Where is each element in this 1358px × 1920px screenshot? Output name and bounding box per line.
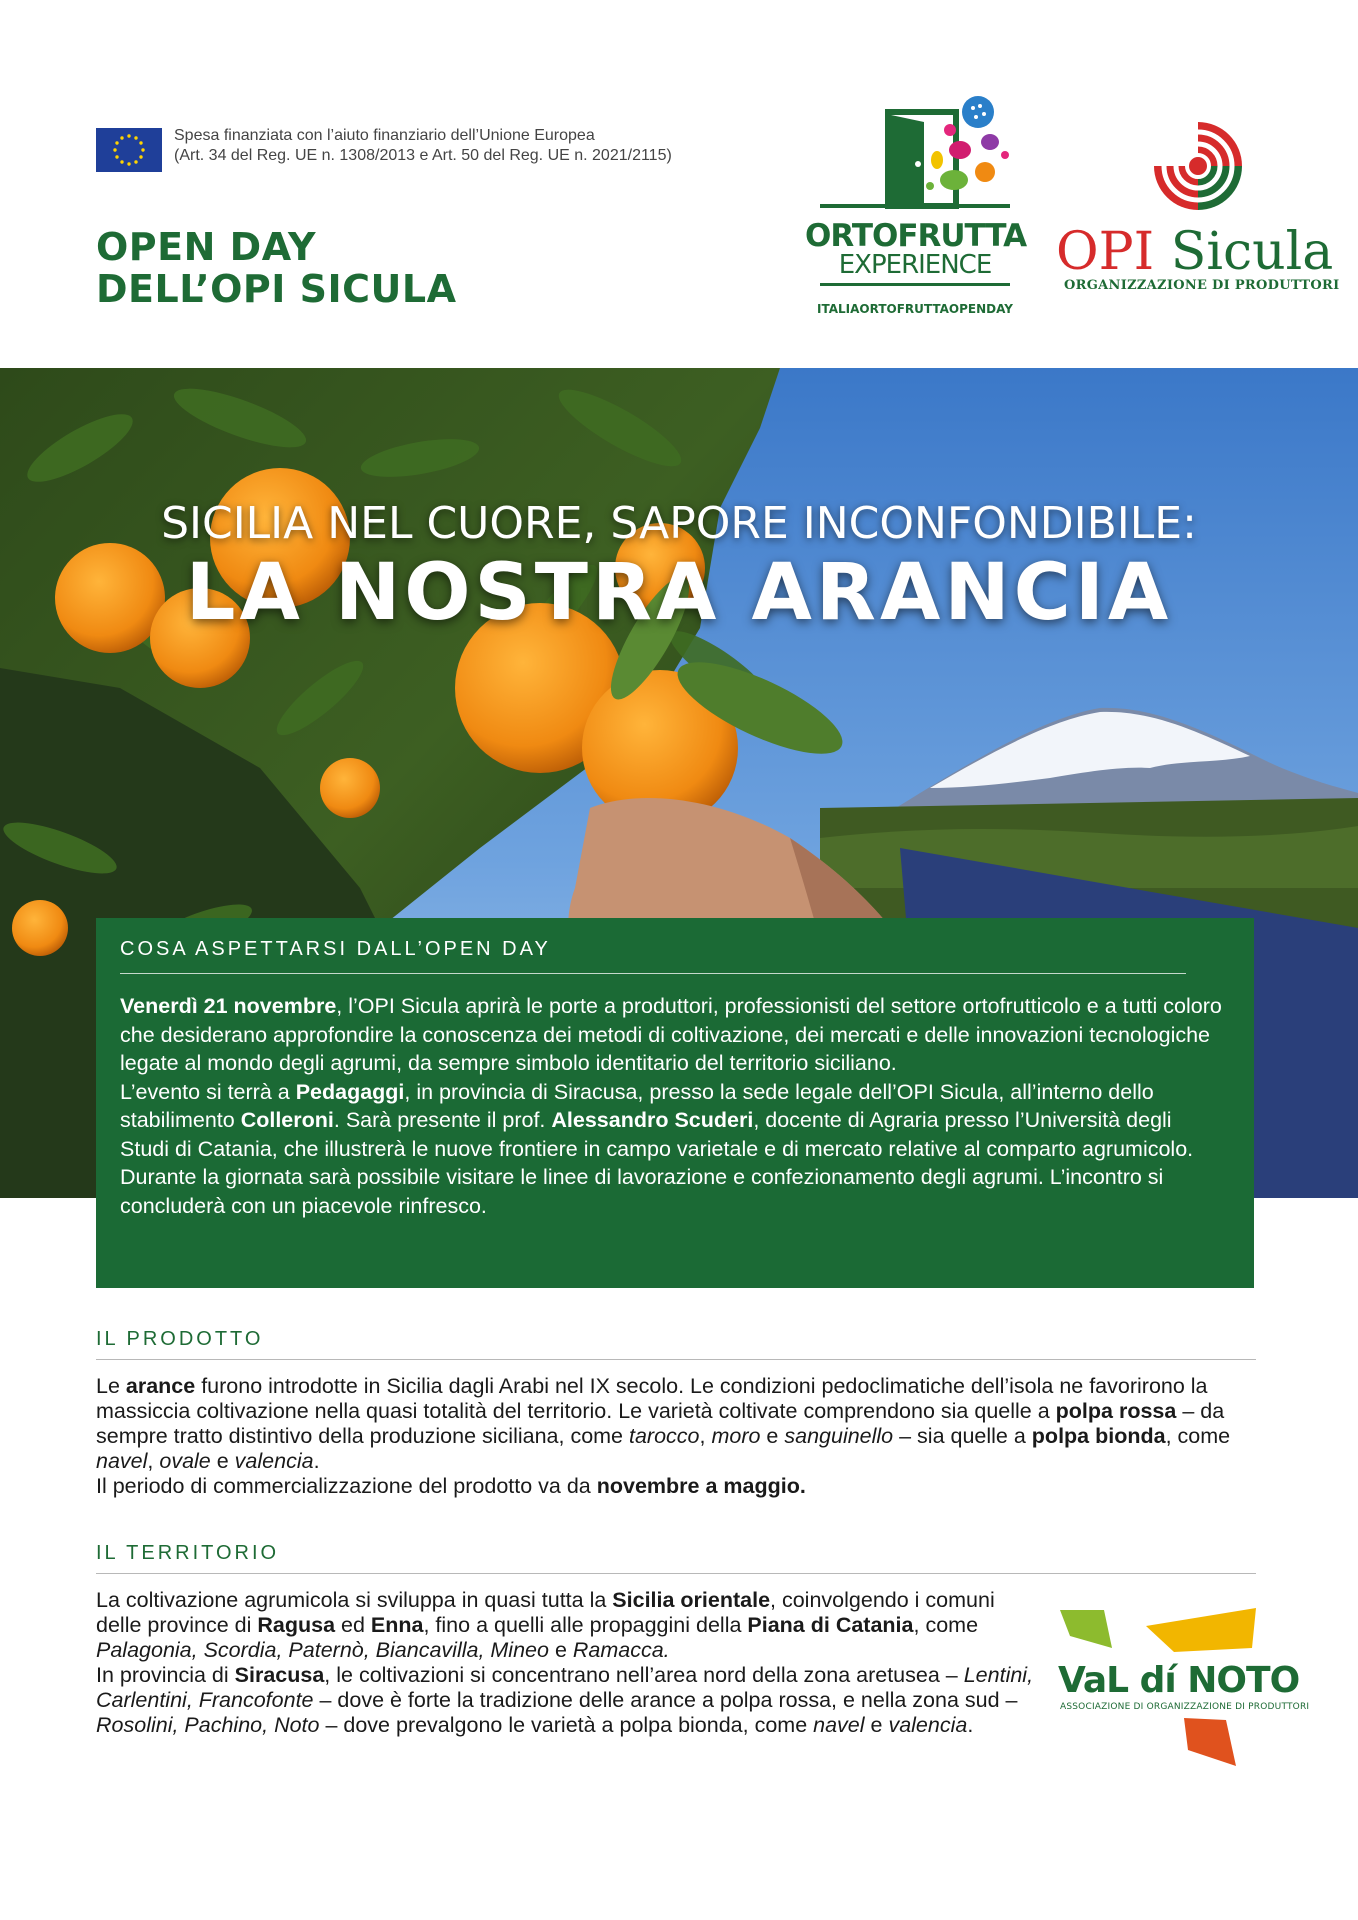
section-prodotto bbox=[96, 1328, 1256, 1499]
prodotto-italic: moro bbox=[711, 1424, 761, 1448]
event-date: Venerdì 21 novembre bbox=[120, 994, 337, 1018]
prodotto-text: e bbox=[760, 1424, 785, 1448]
territorio-paragraph-2 bbox=[96, 1663, 1046, 1738]
prodotto-text: Le bbox=[96, 1374, 126, 1398]
territorio-italic: Ramacca. bbox=[572, 1638, 670, 1662]
ortofrutta-experience-logo bbox=[800, 90, 1030, 320]
event-plant: Colleroni bbox=[240, 1108, 334, 1132]
territorio-italic: Rosolini, Pachino, Noto bbox=[96, 1713, 320, 1737]
prodotto-text: furono introdotte in Sicilia dagli Arabi nel IX secolo. Le condizioni pedoclimatiche dell’isola ne favorirono la massiccia coltivazione nella quasi totalità del territorio. Le varietà coltivate comprendono sia quelle a bbox=[96, 1374, 1208, 1423]
prodotto-text: . bbox=[313, 1449, 320, 1473]
territorio-text: ed bbox=[335, 1613, 371, 1637]
territorio-text: – dove prevalgono le varietà a polpa bionda, come bbox=[319, 1713, 814, 1737]
open-door-icon bbox=[800, 90, 1030, 220]
territorio-text: , come bbox=[913, 1613, 979, 1637]
opi-sicula-logo bbox=[1050, 110, 1340, 300]
prodotto-paragraph-2 bbox=[96, 1474, 1256, 1499]
opi-logo-name-a: OPI bbox=[1056, 222, 1155, 282]
open-day-info-box bbox=[96, 918, 1254, 1288]
prodotto-text: – sia quelle a bbox=[893, 1424, 1032, 1448]
prodotto-italic: sanguinello bbox=[784, 1424, 894, 1448]
open-day-p2-c: . Sarà presente il prof. bbox=[333, 1108, 552, 1132]
open-day-p2-a: L’evento si terrà a bbox=[120, 1079, 296, 1104]
territorio-text: In provincia di bbox=[96, 1663, 235, 1687]
event-place: Pedagaggi bbox=[295, 1079, 405, 1104]
territorio-bold: Ragusa bbox=[257, 1613, 336, 1637]
prodotto-italic: valencia bbox=[234, 1449, 314, 1473]
prodotto-text: Il periodo di commercializzazione del prodotto va da bbox=[96, 1474, 597, 1498]
ortofrutta-logo-line3-a: ITALIAORTOFRUTTA bbox=[817, 302, 949, 316]
territorio-bold: Siracusa bbox=[234, 1663, 325, 1687]
prodotto-italic: ovale bbox=[159, 1449, 211, 1473]
territorio-text: – dove è forte la tradizione delle arance a polpa rossa, e nella zona sud – bbox=[313, 1688, 1018, 1712]
prodotto-text: , bbox=[699, 1424, 712, 1448]
territorio-bold: Enna bbox=[370, 1613, 424, 1637]
territorio-text: e bbox=[864, 1713, 889, 1737]
territorio-bold: Sicilia orientale bbox=[612, 1588, 771, 1612]
territorio-text: , fino a quelli alle propaggini della bbox=[423, 1613, 748, 1637]
prodotto-italic: tarocco bbox=[629, 1424, 700, 1448]
open-day-p2-b: , in provincia di Siracusa, presso la sede legale dell’OPI Sicula, all’interno dello stabilimento bbox=[120, 1079, 1154, 1132]
territorio-italic: valencia bbox=[888, 1713, 968, 1737]
opi-logo-subtitle: ORGANIZZAZIONE DI PRODUTTORI bbox=[1064, 278, 1340, 293]
prodotto-paragraph-1 bbox=[96, 1374, 1256, 1474]
val-di-noto-name: VaL dí NOTO bbox=[1058, 1660, 1300, 1701]
event-speaker: Alessandro Scuderi bbox=[551, 1108, 754, 1132]
territorio-heading: IL TERRITORIO bbox=[96, 1542, 1256, 1574]
val-di-noto-logo bbox=[1056, 1608, 1310, 1768]
val-di-noto-subtitle: ASSOCIAZIONE DI ORGANIZZAZIONE DI PRODUTTORI bbox=[1060, 1702, 1310, 1712]
ortofrutta-logo-divider bbox=[820, 283, 1010, 286]
open-day-paragraph-2 bbox=[120, 1078, 1224, 1221]
territorio-italic: Palagonia, Scordia, Paternò, Biancavilla, Mineo bbox=[96, 1638, 549, 1662]
opi-logo-name-b: Sicula bbox=[1170, 222, 1334, 282]
page-title-line1: OPEN DAY bbox=[96, 225, 316, 269]
ortofrutta-logo-line1: ORTOFRUTTA bbox=[805, 218, 1027, 254]
page-title-line2: DELL’OPI SICULA bbox=[96, 267, 457, 311]
open-day-paragraph-1 bbox=[120, 992, 1224, 1078]
territorio-body bbox=[96, 1588, 1046, 1738]
ortofrutta-logo-line3 bbox=[805, 302, 1025, 316]
territorio-italic: Lentini, Carlentini, Francofonte bbox=[96, 1663, 1034, 1712]
ortofrutta-logo-line2: EXPERIENCE bbox=[838, 250, 992, 280]
eu-notice-line1: Spesa finanziata con l’aiuto finanziario dell’Unione Europea bbox=[174, 127, 595, 144]
prodotto-text: – da sempre tratto distintivo della produzione siciliana, come bbox=[96, 1399, 1225, 1448]
prodotto-text: , bbox=[147, 1449, 160, 1473]
territorio-text: e bbox=[548, 1638, 573, 1662]
eu-funding-notice bbox=[96, 126, 672, 172]
eu-flag-icon bbox=[96, 128, 162, 172]
page-title bbox=[96, 226, 457, 310]
territorio-text: . bbox=[967, 1713, 974, 1737]
opi-logo-name bbox=[1056, 224, 1333, 280]
territorio-text: La coltivazione agrumicola si sviluppa in quasi tutta la bbox=[96, 1588, 613, 1612]
open-day-p2-d: , docente di Agraria presso l’Università degli Studi di Catania, che illustrerà le nuove frontiere in campo varietale e di mercato relative al comparto agrumicolo. Durante la giornata sarà possibile visitare le linee di lavorazione e confezionamento degli agrumi. L’incontro si concluderà con un piacevole rinfresco. bbox=[120, 1108, 1194, 1218]
prodotto-bold: novembre a maggio. bbox=[596, 1474, 806, 1498]
territorio-bold: Piana di Catania bbox=[747, 1613, 914, 1637]
prodotto-bold: polpa rossa bbox=[1055, 1399, 1177, 1423]
prodotto-bold: arance bbox=[125, 1374, 196, 1398]
prodotto-text: e bbox=[210, 1449, 235, 1473]
territorio-paragraph-1 bbox=[96, 1588, 1046, 1663]
eu-notice-line2: (Art. 34 del Reg. UE n. 1308/2013 e Art. 50 del Reg. UE n. 2021/2115) bbox=[174, 147, 672, 164]
ortofrutta-logo-line3-b: OPENDAY bbox=[948, 302, 1013, 316]
prodotto-text: , come bbox=[1165, 1424, 1231, 1448]
prodotto-heading: IL PRODOTTO bbox=[96, 1328, 1256, 1360]
hero-headline: LA NOSTRA ARANCIA bbox=[185, 548, 1173, 638]
swirl-emblem-icon bbox=[1138, 110, 1258, 220]
open-day-p1-text: , l’OPI Sicula aprirà le porte a produttori, professionisti del settore ortofrutticolo e a tutti coloro che desiderano approfondire la conoscenza dei metodi di coltivazione, dei mercati e delle innovazioni tecnologiche legate al mondo degli agrumi, da sempre simbolo identitario del territorio siciliano. bbox=[120, 994, 1222, 1075]
prodotto-bold: polpa bionda bbox=[1031, 1424, 1166, 1448]
open-day-body bbox=[120, 992, 1224, 1220]
open-day-heading: COSA ASPETTARSI DALL’OPEN DAY bbox=[120, 938, 1186, 974]
prodotto-body bbox=[96, 1374, 1256, 1499]
prodotto-italic: navel bbox=[96, 1449, 148, 1473]
territorio-italic: navel bbox=[813, 1713, 865, 1737]
territorio-text: , le coltivazioni si concentrano nell’area nord della zona aretusea – bbox=[324, 1663, 964, 1687]
territorio-text: , coinvolgendo i comuni delle province di bbox=[96, 1588, 995, 1637]
hero-tagline: SICILIA NEL CUORE, SAPORE INCONFONDIBILE: bbox=[161, 498, 1197, 549]
